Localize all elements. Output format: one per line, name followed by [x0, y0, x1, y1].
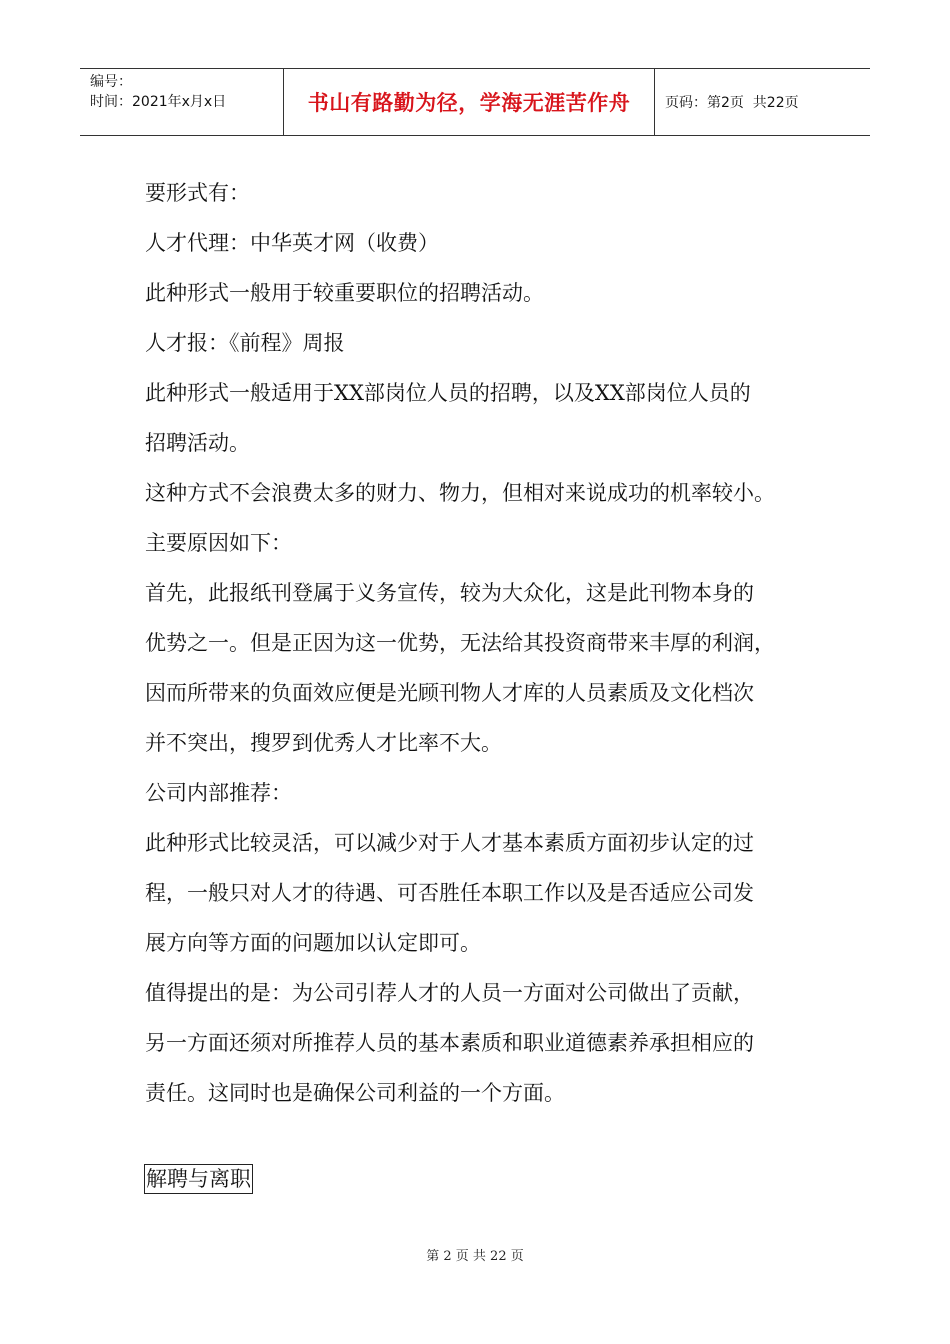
header-meta [80, 69, 283, 135]
paragraph-line: 优势之一。但是正因为这一优势，无法给其投资商带来丰厚的利润， [145, 631, 775, 655]
paragraph-line: 责任。这同时也是确保公司利益的一个方面。 [145, 1081, 565, 1105]
document-date: 时间：2021年x月x日 [90, 94, 227, 110]
page-footer: 第 2 页 共 22 页 [426, 1249, 524, 1264]
paragraph-line: 要形式有： [145, 181, 250, 205]
header-page-info: 页码：第2页 共22页 [665, 95, 799, 111]
paragraph-line: 首先，此报纸刊登属于义务宣传，较为大众化，这是此刊物本身的 [145, 581, 754, 605]
body-text [145, 168, 815, 1118]
page-header [80, 68, 870, 136]
paragraph-line: 此种形式一般适用于XX部岗位人员的招聘，以及XX部岗位人员的 [145, 381, 751, 405]
paragraph-line: 此种形式一般用于较重要职位的招聘活动。 [145, 281, 544, 305]
paragraph-line: 并不突出，搜罗到优秀人才比率不大。 [145, 731, 502, 755]
paragraph-line: 这种方式不会浪费太多的财力、物力，但相对来说成功的机率较小。 [145, 481, 775, 505]
document-number: 编号： [90, 74, 132, 90]
paragraph-line: 因而所带来的负面效应便是光顾刊物人才库的人员素质及文化档次 [145, 681, 754, 705]
paragraph-line: 程，一般只对人才的待遇、可否胜任本职工作以及是否适应公司发 [145, 881, 754, 905]
paragraph-line: 人才报：《前程》周报 [145, 331, 345, 355]
header-motto: 书山有路勤为径，学海无涯苦作舟 [283, 69, 655, 135]
paragraph-line: 展方向等方面的问题加以认定即可。 [145, 931, 481, 955]
paragraph-line: 此种形式比较灵活，可以减少对于人才基本素质方面初步认定的过 [145, 831, 754, 855]
paragraph-line: 值得提出的是：为公司引荐人才的人员一方面对公司做出了贡献， [145, 981, 754, 1005]
paragraph-line: 公司内部推荐： [145, 781, 292, 805]
section-heading: 解聘与离职 [144, 1164, 253, 1194]
paragraph-line: 另一方面还须对所推荐人员的基本素质和职业道德素养承担相应的 [145, 1031, 754, 1055]
paragraph-line: 主要原因如下： [145, 531, 292, 555]
paragraph-line: 人才代理：中华英才网（收费） [145, 231, 439, 255]
paragraph-line: 招聘活动。 [145, 431, 250, 455]
